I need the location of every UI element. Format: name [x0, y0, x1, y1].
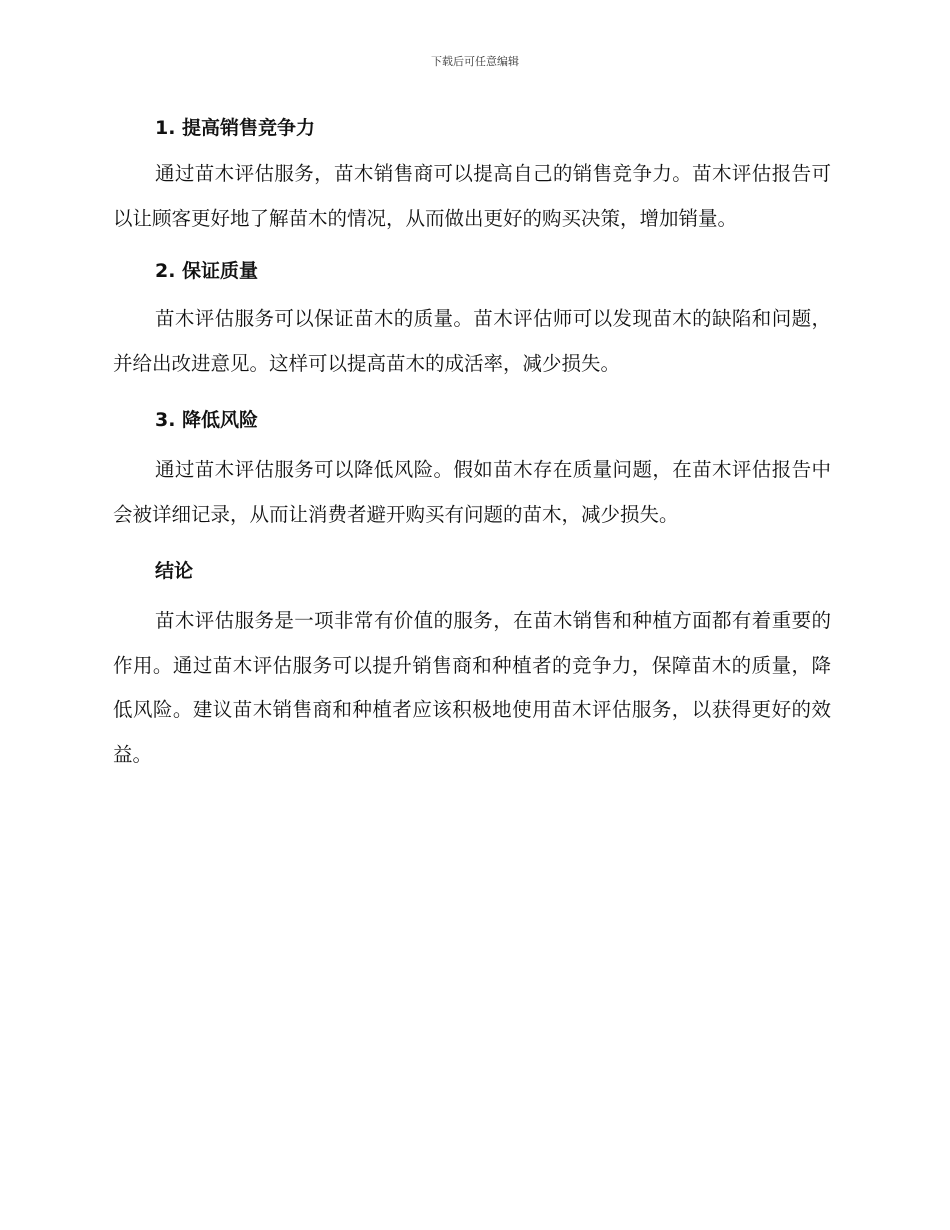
document-body — [113, 112, 831, 777]
section-paragraph-sales-competitiveness: 通过苗木评估服务，苗木销售商可以提高自己的销售竞争力。苗木评估报告可以让顾客更好地了解苗木的情况，从而做出更好的购买决策，增加销量。 — [113, 162, 831, 230]
section-heading-risk: 3. 降低风险 — [155, 409, 259, 431]
section-heading-sales-competitiveness: 1. 提高销售竞争力 — [155, 117, 316, 139]
section-paragraph-quality: 苗木评估服务可以保证苗木的质量。苗木评估师可以发现苗木的缺陷和问题，并给出改进意见。这样可以提高苗木的成活率，减少损失。 — [113, 307, 831, 375]
section-heading-quality: 2. 保证质量 — [155, 260, 259, 282]
page-header: 下载后可任意编辑 — [431, 55, 519, 68]
section-paragraph-risk: 通过苗木评估服务可以降低风险。假如苗木存在质量问题，在苗木评估报告中会被详细记录，从而让消费者避开购买有问题的苗木，减少损失。 — [113, 458, 831, 526]
section-paragraph-conclusion: 苗木评估服务是一项非常有价值的服务，在苗木销售和种植方面都有着重要的作用。通过苗木评估服务可以提升销售商和种植者的竞争力，保障苗木的质量，降低风险。建议苗木销售商和种植者应该积极地使用苗木评估服务，以获得更好的效益。 — [113, 609, 831, 766]
section-heading-conclusion: 结论 — [155, 560, 194, 582]
